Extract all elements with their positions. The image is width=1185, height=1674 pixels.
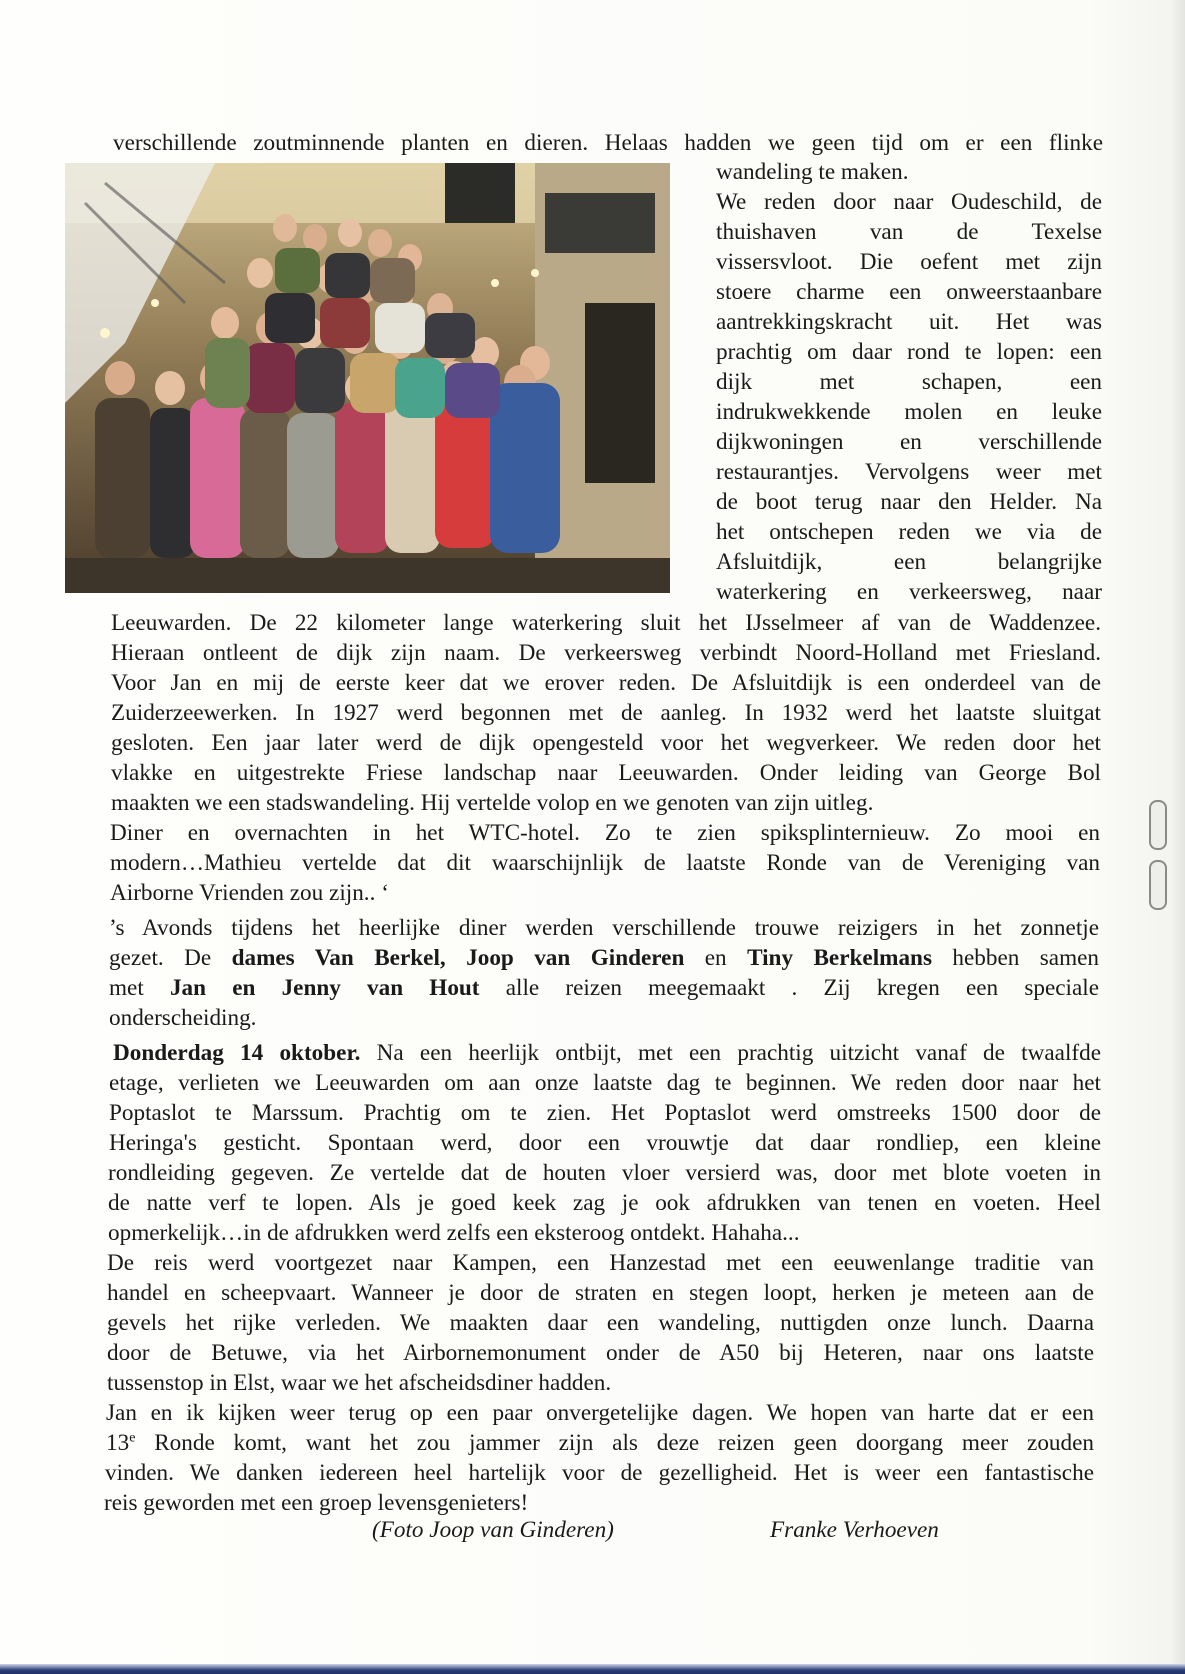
- side-line: dijk met schapen, een: [716, 369, 1102, 395]
- body-line: etage, verlieten we Leeuwarden om aan onze laatste dag te beginnen. We reden door naar het: [109, 1070, 1101, 1096]
- body-line: Heringa's gesticht. Spontaan werd, door een vrouwtje dat daar rondliep, een kleine: [109, 1130, 1101, 1156]
- body-line: Jan en ik kijken weer terug op een paar onvergetelijke dagen. We hopen van harte dat er een: [106, 1400, 1094, 1426]
- staple-icon: [1149, 860, 1167, 910]
- honor-name: Joop van Ginderen: [466, 945, 685, 971]
- side-line: waterkering en verkeersweg, naar: [716, 579, 1102, 605]
- group-photo: [65, 163, 670, 593]
- body-line: Poptaslot te Marssum. Prachtig om te zien. Het Poptaslot werd omstreeks 1500 door de: [109, 1100, 1101, 1126]
- ronde-text: Ronde komt, want het zou jammer zijn als deze reizen geen doorgang meer zouden: [135, 1430, 1094, 1456]
- side-line: vissersvloot. Die oefent met zijn: [716, 249, 1102, 275]
- staple-icon: [1149, 800, 1167, 850]
- body-line: vinden. We danken iedereen heel hartelijk voor de gezelligheid. Het is weer een fantastische: [105, 1460, 1094, 1486]
- side-line: stoere charme een onweerstaanbare: [716, 279, 1102, 305]
- honor-name: dames Van Berkel,: [231, 945, 446, 971]
- honor-text: hebben samen: [931, 945, 1099, 971]
- honor-line: [109, 943, 1099, 973]
- ronde-line: [106, 1428, 1094, 1458]
- body-line: reis geworden met een groep levensgenieters!: [104, 1490, 529, 1516]
- body-line: Leeuwarden. De 22 kilometer lange waterkering sluit het IJsselmeer af van de Waddenzee.: [111, 610, 1101, 636]
- honor-text: [446, 945, 466, 971]
- body-line: de natte verf te lopen. Als je goed keek zag je ook afdrukken van tenen en voeten. Heel: [108, 1190, 1101, 1216]
- honor-name: Jan en Jenny van Hout: [169, 975, 480, 1001]
- body-line: gesloten. Een jaar later werd de dijk opengesteld voor het wegverkeer. We reden door het: [111, 730, 1101, 756]
- body-line: tussenstop in Elst, waar we het afscheidsdiner hadden.: [107, 1370, 612, 1396]
- honor-text: en: [684, 945, 748, 971]
- honor-text: gezet. De: [109, 945, 232, 971]
- body-line: maakten we een stadswandeling. Hij vertelde volop en we genoten van zijn uitleg.: [111, 790, 874, 816]
- side-line: het ontschepen reden we via de: [716, 519, 1102, 545]
- body-line: rondleiding gegeven. Ze vertelde dat de houten vloer versierd was, door met blote voeten in: [108, 1160, 1101, 1186]
- side-line: indrukwekkende molen en leuke: [716, 399, 1102, 425]
- ronde-number: 13: [106, 1430, 130, 1456]
- body-line: opmerkelijk…in de afdrukken werd zelfs een eksteroog ontdekt. Hahaha...: [108, 1220, 800, 1246]
- honor-name: Tiny Berkelmans: [747, 945, 932, 971]
- side-line: de boot terug naar den Helder. Na: [716, 489, 1102, 515]
- side-line: wandeling te maken.: [716, 159, 909, 185]
- side-line: We reden door naar Oudeschild, de: [716, 189, 1102, 215]
- thursday-text: Na een heerlijk ontbijt, met een prachtig uitzicht vanaf de twaalfde: [360, 1040, 1101, 1066]
- thursday-date: Donderdag 14 oktober.: [113, 1040, 361, 1066]
- page-edge: [1171, 0, 1185, 1674]
- side-line: thuishaven van de Texelse: [716, 219, 1102, 245]
- body-line: Zuiderzeewerken. In 1927 werd begonnen met de aanleg. In 1932 werd het laatste sluitgat: [111, 700, 1101, 726]
- side-line: restaurantjes. Vervolgens weer met: [716, 459, 1102, 485]
- author-signature: Franke Verhoeven: [770, 1517, 939, 1543]
- body-line: vlakke en uitgestrekte Friese landschap naar Leeuwarden. Onder leiding van George Bol: [111, 760, 1101, 786]
- thursday-first-line: [113, 1038, 1101, 1068]
- body-line: De reis werd voortgezet naar Kampen, een Hanzestad met een eeuwenlange traditie van: [107, 1250, 1094, 1276]
- body-line: modern…Mathieu vertelde dat dit waarschijnlijk de laatste Ronde van de Vereniging van: [110, 850, 1100, 876]
- honor-text: met: [109, 975, 170, 1001]
- body-line: gevels het rijke verleden. We maakten daar een wandeling, nuttigden onze lunch. Daarna: [107, 1310, 1094, 1336]
- side-line: Afsluitdijk, een belangrijke: [716, 549, 1102, 575]
- body-line: handel en scheepvaart. Wanneer je door de straten en stegen loopt, herken je meteen aan de: [107, 1280, 1094, 1306]
- group-photo-image: [65, 163, 670, 593]
- intro-line: verschillende zoutminnende planten en dieren. Helaas hadden we geen tijd om er een flinke: [113, 130, 1103, 156]
- honor-line: onderscheiding.: [109, 1005, 257, 1031]
- body-line: Voor Jan en mij de eerste keer dat we erover reden. De Afsluitdijk is een onderdeel van de: [111, 670, 1101, 696]
- honor-text: alle reizen meegemaakt . Zij kregen een speciale: [479, 975, 1099, 1001]
- honor-line: [109, 973, 1099, 1003]
- photo-credit: (Foto Joop van Ginderen): [372, 1517, 614, 1543]
- body-line: Airborne Vrienden zou zijn.. ‘: [110, 880, 389, 906]
- body-line: ’s Avonds tijdens het heerlijke diner werden verschillende trouwe reizigers in het zonnetje: [109, 915, 1099, 941]
- ronde-suffix: e: [129, 1430, 136, 1446]
- side-line: aantrekkingskracht uit. Het was: [716, 309, 1102, 335]
- side-line: prachtig om daar rond te lopen: een: [716, 339, 1102, 365]
- body-line: door de Betuwe, via het Airbornemonument onder de A50 bij Heteren, naar ons laatste: [107, 1340, 1094, 1366]
- body-line: Diner en overnachten in het WTC-hotel. Zo te zien spiksplinternieuw. Zo mooi en: [110, 820, 1100, 846]
- body-line: Hieraan ontleent de dijk zijn naam. De verkeersweg verbindt Noord-Holland met Friesland.: [111, 640, 1101, 666]
- scan-border: [0, 1664, 1185, 1674]
- side-line: dijkwoningen en verschillende: [716, 429, 1102, 455]
